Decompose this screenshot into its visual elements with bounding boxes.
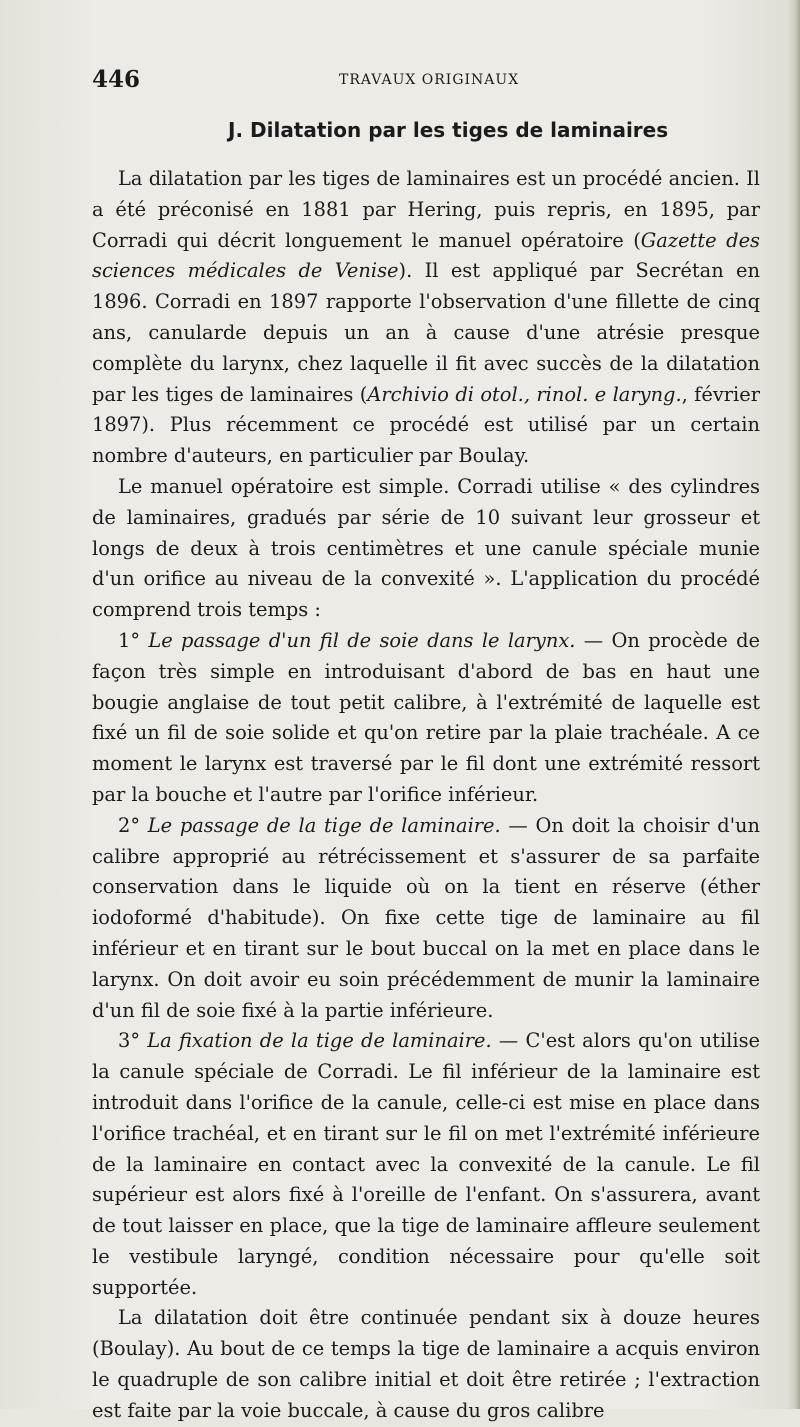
- text-run: — On doit la choisir d'un calibre approprié au rétrécissement et s'assurer de sa parfaite conservation dans le liquide où on la tient en réserve (éther iodoformé d'habitude). On fixe cette tige de laminaire au fil inférieur et en tirant sur le bout buccal on la met en place dans le larynx. On doit avoir eu soin précédemment de munir la laminaire d'un fil de soie fixé à la partie inférieure.: [92, 813, 761, 1022]
- text-run: Le manuel opératoire est simple. Corradi utilise « des cylindres de laminaires, gradués par série de 10 suivant leur grosseur et longs de deux à trois centimètres et une canule spéciale munie d'un orifice au niveau de la convexité ». L'application du procédé comprend trois temps :: [92, 474, 760, 622]
- body-text: [92, 164, 760, 1427]
- text-run: , février 1897). Plus récemment ce procédé est utilisé par un certain nombre d'auteurs, en particulier par Boulay.: [92, 382, 760, 468]
- text-run: La dilatation doit être continuée pendant six à douze heures (Boulay). Au bout de ce temps la tige de laminaire a acquis environ le quadruple de son calibre initial et doit être retirée ; l'extraction est faite par la voie buccale, à cause du gros calibre: [92, 1306, 760, 1422]
- text-run: 1°: [118, 628, 149, 652]
- running-head: TRAVAUX ORIGINAUX: [339, 72, 520, 88]
- italic-text: Archivio di otol., rinol. e laryng.: [367, 382, 682, 406]
- text-run: 3°: [118, 1029, 148, 1053]
- italic-text: Le passage d'un fil de soie dans le larynx.: [148, 628, 576, 652]
- page-number: 446: [92, 66, 141, 93]
- text-run: — C'est alors qu'on utilise la canule spéciale de Corradi. Le fil inférieur de la laminaire est introduit dans l'orifice de la canule, celle-ci est mise en place dans l'orifice trachéal, et en tirant sur le fil on met l'extrémité inférieure de la laminaire en contact avec la convexité de la canule. Le fil supérieur est alors fixé à l'oreille de l'enfant. On s'assurera, avant de tout laisser en place, que la tige de laminaire affleure seulement le vestibule laryngé, condition nécessaire pour qu'elle soit supportée.: [92, 1029, 761, 1299]
- section-title: J. Dilatation par les tiges de laminaires: [228, 118, 669, 142]
- text-run: La dilatation par les tiges de laminaires est un procédé ancien. Il a été préconisé en 1881 par Hering, puis repris, en 1895, par Corradi qui décrit longuement le manuel opératoire (: [92, 167, 760, 252]
- italic-text: Le passage de la tige de laminaire.: [147, 813, 501, 837]
- paragraph: [92, 811, 760, 1027]
- italic-text: Gazette des sciences médicales de Venise: [92, 228, 760, 283]
- paragraph: [92, 1026, 760, 1303]
- page-edge-shadow: [788, 0, 800, 1409]
- paragraph: [92, 626, 760, 811]
- paragraph: [92, 164, 760, 472]
- text-run: ). Il est appliqué par Secrétan en 1896. Corradi en 1897 rapporte l'observation d'une fillette de cinq ans, canularde depuis un an à cause d'une atrésie presque complète du larynx, chez laquelle il fit avec succès de la dilatation par les tiges de laminaires (: [92, 259, 760, 406]
- paragraph: [92, 1303, 760, 1426]
- paragraph: [92, 472, 760, 626]
- italic-text: La fixation de la tige de laminaire.: [147, 1029, 492, 1053]
- page-header: [92, 66, 702, 96]
- text-run: 2°: [118, 813, 148, 837]
- text-run: — On procède de façon très simple en introduisant d'abord de bas en haut une bougie anglaise de tout petit calibre, à l'extrémité de laquelle est fixé un fil de soie solide et qu'on retire par la plaie trachéale. A ce moment le larynx est traversé par le fil dont une extrémité ressort par la bouche et l'autre par l'orifice inférieur.: [92, 628, 760, 806]
